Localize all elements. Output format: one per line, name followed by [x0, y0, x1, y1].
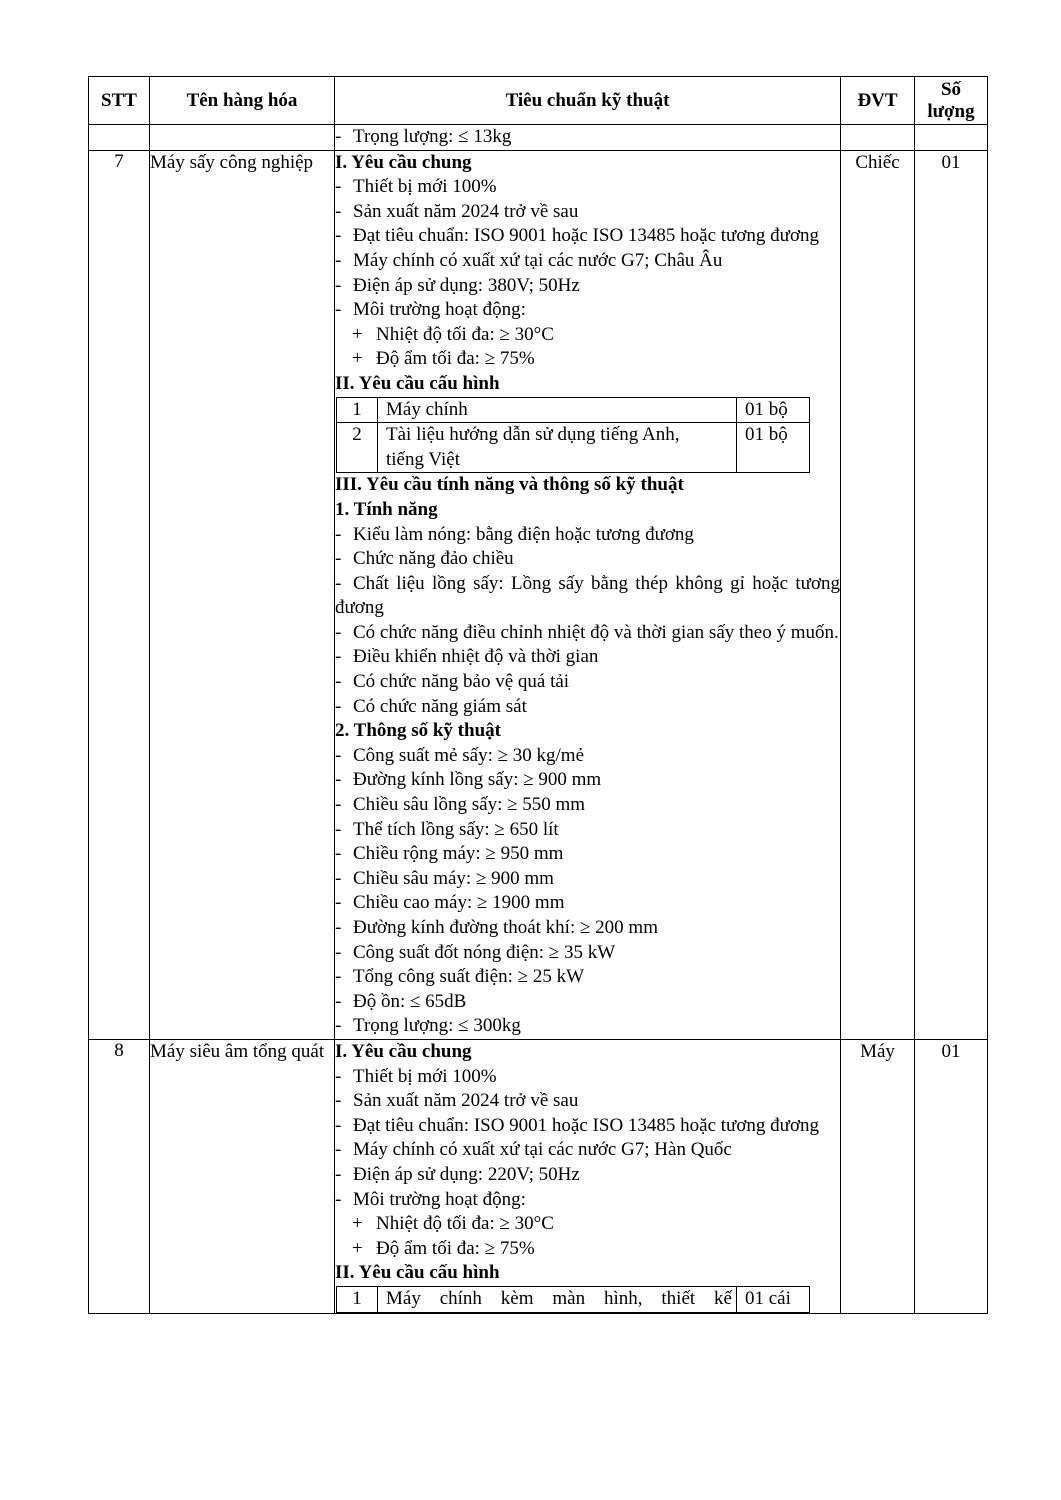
item8-section-config: II. Yêu cầu cấu hình: [335, 1262, 500, 1284]
item7-name: Máy sấy công nghiệp: [150, 150, 335, 1039]
list-item: - Có chức năng điều chỉnh nhiệt độ và thời gian sấy theo ý muốn.: [335, 621, 839, 643]
list-item: - Có chức năng bảo vệ quá tải: [335, 671, 570, 693]
table-row-continuation: [89, 125, 988, 151]
header-qty: [915, 77, 988, 125]
list-item: - Chiều sâu lồng sấy: ≥ 550 mm: [335, 794, 586, 816]
header-qty-line1: Số: [940, 78, 962, 100]
item8-stt: 8: [89, 1039, 150, 1313]
item8-section-general: I. Yêu cầu chung: [335, 1040, 472, 1062]
header-name: Tên hàng hóa: [150, 77, 335, 125]
list-item: - Điện áp sử dụng: 380V; 50Hz: [335, 274, 580, 296]
item8-qty: 01: [915, 1039, 988, 1313]
list-item: - Máy chính có xuất xứ tại các nước G7; Hàn Quốc: [335, 1139, 732, 1161]
list-item: - Máy chính có xuất xứ tại các nước G7; Châu Âu: [335, 249, 723, 271]
item7-unit: Chiếc: [841, 150, 915, 1039]
item7-config-table: [336, 397, 810, 474]
header-spec: Tiêu chuẩn kỹ thuật: [335, 77, 841, 125]
item7-section-specs: III. Yêu cầu tính năng và thông số kỹ thuật: [335, 474, 684, 496]
table-row: 1 Máy chính 01 bộ: [337, 397, 810, 423]
list-item: - Thiết bị mới 100%: [335, 176, 497, 198]
list-item: - Độ ồn: ≤ 65dB: [335, 990, 467, 1012]
item7-section-config: II. Yêu cầu cấu hình: [335, 372, 500, 394]
list-item: - Đạt tiêu chuẩn: ISO 9001 hoặc ISO 13485 hoặc tương đương: [335, 225, 820, 247]
continuation-line: - Trọng lượng: ≤ 13kg: [335, 126, 512, 147]
list-item: - Sản xuất năm 2024 trở về sau: [335, 1090, 579, 1112]
list-item: - Môi trường hoạt động:: [335, 299, 526, 321]
list-item: - Đạt tiêu chuẩn: ISO 9001 hoặc ISO 13485 hoặc tương đương: [335, 1114, 820, 1136]
list-item: - Trọng lượng: ≤ 300kg: [335, 1015, 521, 1037]
item8-spec: [335, 1039, 841, 1313]
list-item: - Chiều cao máy: ≥ 1900 mm: [335, 892, 565, 914]
list-item: - Chức năng đảo chiều: [335, 548, 514, 570]
equipment-spec-table: [88, 76, 988, 1314]
item7-spec: [335, 150, 841, 1039]
list-item: - Đường kính lồng sấy: ≥ 900 mm: [335, 769, 602, 791]
list-subitem: + Độ ẩm tối đa: ≥ 75%: [352, 348, 535, 370]
list-subitem: + Nhiệt độ tối đa: ≥ 30°C: [352, 323, 554, 345]
table-header-row: [89, 77, 988, 125]
list-item: - Thể tích lồng sấy: ≥ 650 lít: [335, 818, 559, 840]
list-item: - Điều khiển nhiệt độ và thời gian: [335, 646, 599, 668]
list-item: - Sản xuất năm 2024 trở về sau: [335, 200, 579, 222]
table-row: 2 Tài liệu hướng dẫn sử dụng tiếng Anh, tiếng Việt 01 bộ: [337, 423, 810, 473]
header-stt: STT: [89, 77, 150, 125]
list-item: - Tổng công suất điện: ≥ 25 kW: [335, 966, 584, 988]
list-item: - Kiểu làm nóng: bằng điện hoặc tương đương: [335, 523, 694, 545]
list-item: - Chiều sâu máy: ≥ 900 mm: [335, 867, 554, 889]
list-item: - Công suất mẻ sấy: ≥ 30 kg/mẻ: [335, 744, 585, 766]
table-row: 1 Máy chính kèm màn hình, thiết kế 01 cái: [337, 1286, 810, 1312]
list-item: - Môi trường hoạt động:: [335, 1188, 526, 1210]
list-item: - Công suất đốt nóng điện: ≥ 35 kW: [335, 941, 616, 963]
list-item: - Chiều rộng máy: ≥ 950 mm: [335, 843, 564, 865]
item7-qty: 01: [915, 150, 988, 1039]
list-subitem: + Độ ẩm tối đa: ≥ 75%: [352, 1237, 535, 1259]
table-row-item-7: [89, 150, 988, 1039]
item8-unit: Máy: [841, 1039, 915, 1313]
list-item: - Chất liệu lồng sấy: Lồng sấy bằng thép không gỉ hoặc tương đương: [335, 572, 840, 619]
table-row-item-8: [89, 1039, 988, 1313]
item7-stt: 7: [89, 150, 150, 1039]
list-item: - Điện áp sử dụng: 220V; 50Hz: [335, 1163, 580, 1185]
item7-features-title: 1. Tính năng: [335, 498, 438, 520]
document-page: [88, 76, 987, 1314]
item8-config-table: [336, 1286, 810, 1313]
list-subitem: + Nhiệt độ tối đa: ≥ 30°C: [352, 1213, 554, 1235]
header-unit: ĐVT: [841, 77, 915, 125]
item7-section-general: I. Yêu cầu chung: [335, 151, 472, 173]
list-item: - Đường kính đường thoát khí: ≥ 200 mm: [335, 917, 658, 938]
item8-name: Máy siêu âm tổng quát: [150, 1039, 335, 1313]
header-qty-line2: lượng: [927, 100, 975, 122]
item7-tech-title: 2. Thông số kỹ thuật: [335, 720, 501, 742]
list-item: - Có chức năng giám sát: [335, 695, 527, 717]
list-item: - Thiết bị mới 100%: [335, 1065, 497, 1087]
